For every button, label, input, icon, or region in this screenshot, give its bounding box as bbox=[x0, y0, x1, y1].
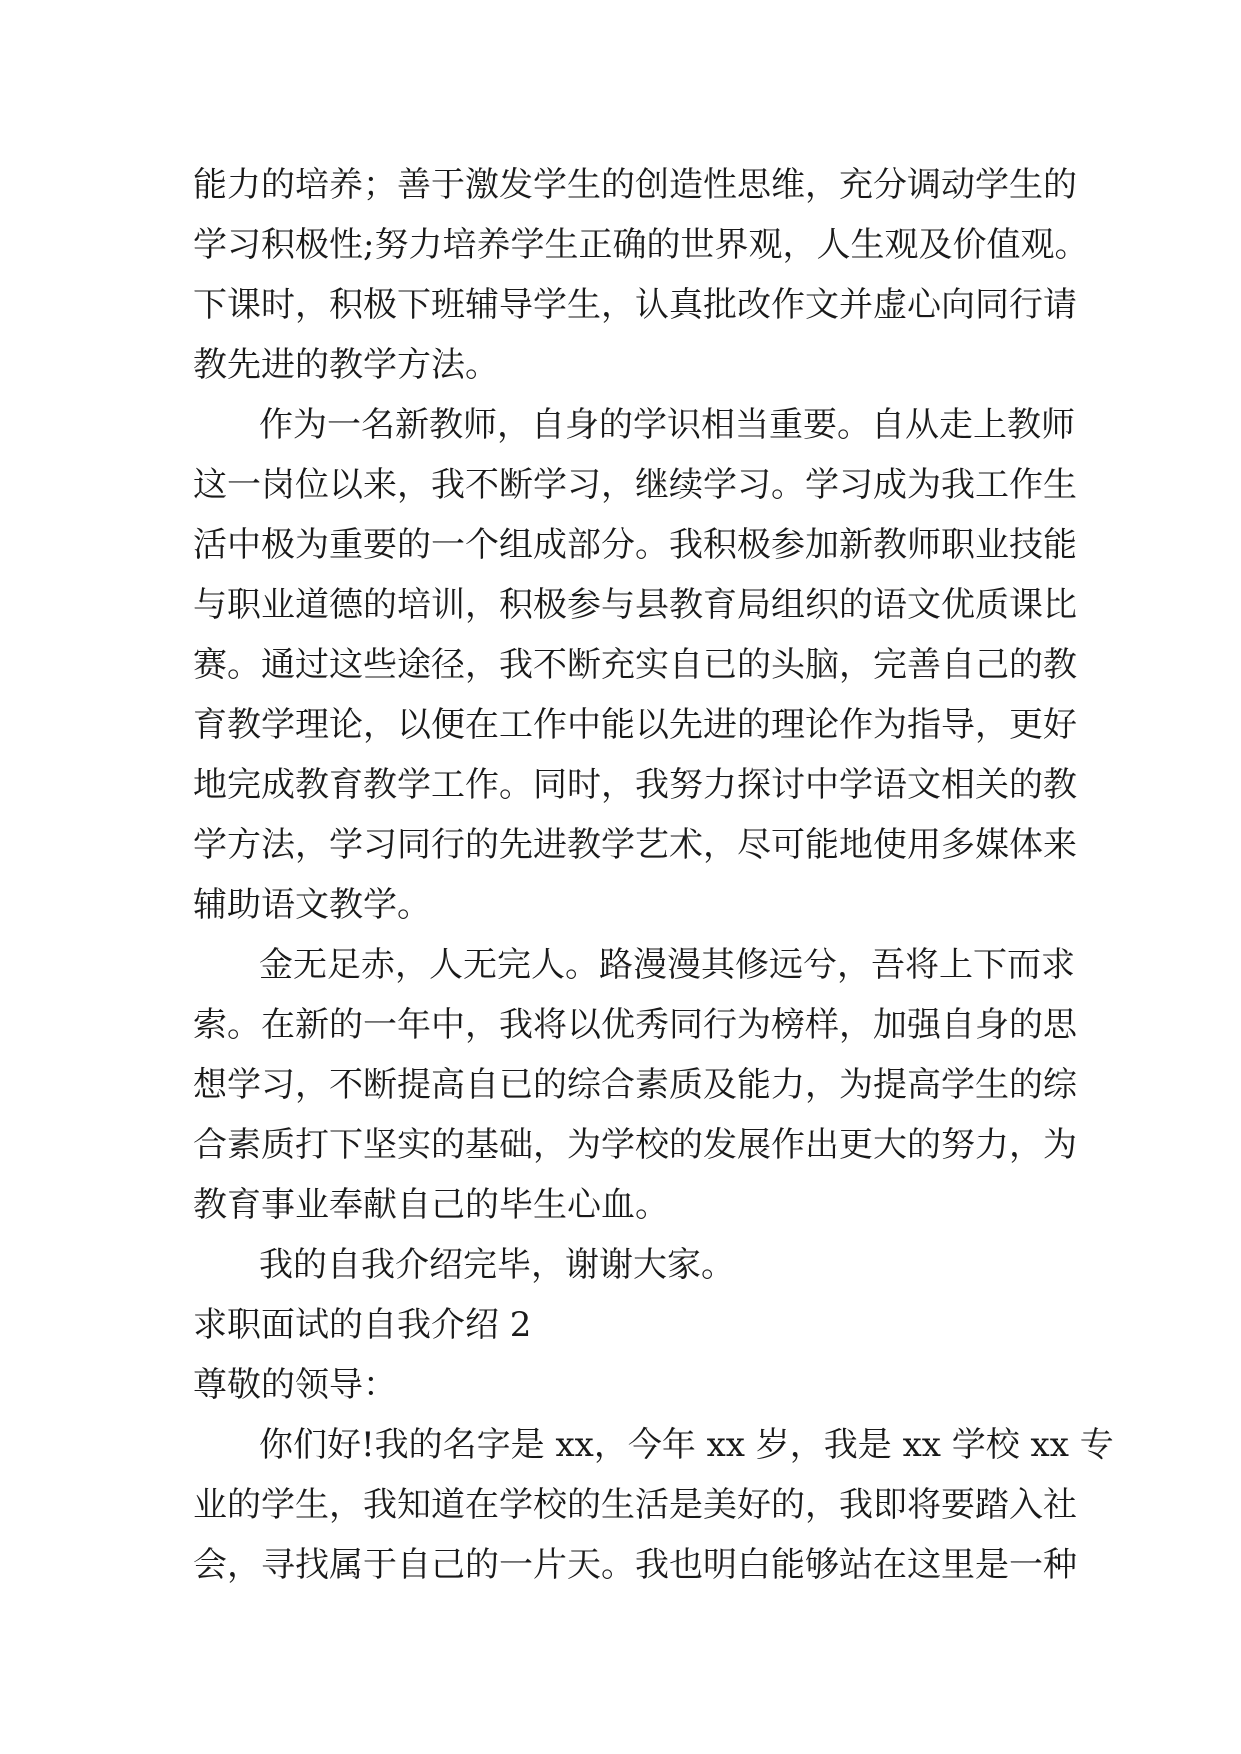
section-heading: 求职面试的自我介绍 2 bbox=[193, 1305, 532, 1345]
text-line-14: 金无足赤，人无完人。路漫漫其修远兮，吾将上下而求 bbox=[259, 945, 1075, 985]
text-line-17: 合素质打下坚实的基础，为学校的发展作出更大的努力，为 bbox=[193, 1125, 1077, 1165]
salutation: 尊敬的领导： bbox=[193, 1365, 397, 1405]
text-line-8: 与职业道德的培训，积极参与县教育局组织的语文优质课比 bbox=[193, 585, 1077, 625]
text-line-11: 地完成教育教学工作。同时，我努力探讨中学语文相关的教 bbox=[193, 765, 1077, 805]
closing-line: 我的自我介绍完毕，谢谢大家。 bbox=[259, 1245, 735, 1285]
text-line-10: 育教学理论，以便在工作中能以先进的理论作为指导，更好 bbox=[193, 705, 1077, 745]
text-line-23: 业的学生，我知道在学校的生活是美好的，我即将要踏入社 bbox=[193, 1485, 1077, 1525]
text-line-2: 学习积极性;努力培养学生正确的世界观，人生观及价值观。 bbox=[193, 225, 1089, 265]
text-line-12: 学方法，学习同行的先进教学艺术，尽可能地使用多媒体来 bbox=[193, 825, 1077, 865]
text-line-9: 赛。通过这些途径，我不断充实自已的头脑，完善自己的教 bbox=[193, 645, 1077, 685]
text-line-22: 你们好!我的名字是 xx，今年 xx 岁，我是 xx 学校 xx 专 bbox=[259, 1425, 1114, 1465]
text-line-24: 会，寻找属于自己的一片天。我也明白能够站在这里是一种 bbox=[193, 1545, 1077, 1585]
text-line-7: 活中极为重要的一个组成部分。我积极参加新教师职业技能 bbox=[193, 525, 1077, 565]
text-line-3: 下课时，积极下班辅导学生，认真批改作文并虚心向同行请 bbox=[193, 285, 1077, 325]
text-line-5: 作为一名新教师，自身的学识相当重要。自从走上教师 bbox=[259, 405, 1075, 445]
text-line-6: 这一岗位以来，我不断学习，继续学习。学习成为我工作生 bbox=[193, 465, 1077, 505]
text-line-4: 教先进的教学方法。 bbox=[193, 345, 499, 385]
text-line-16: 想学习，不断提高自已的综合素质及能力，为提高学生的综 bbox=[193, 1065, 1077, 1105]
text-line-1: 能力的培养；善于激发学生的创造性思维，充分调动学生的 bbox=[193, 165, 1077, 205]
text-line-18: 教育事业奉献自己的毕生心血。 bbox=[193, 1185, 669, 1225]
text-line-13: 辅助语文教学。 bbox=[193, 885, 431, 925]
text-line-15: 索。在新的一年中，我将以优秀同行为榜样，加强自身的思 bbox=[193, 1005, 1077, 1045]
